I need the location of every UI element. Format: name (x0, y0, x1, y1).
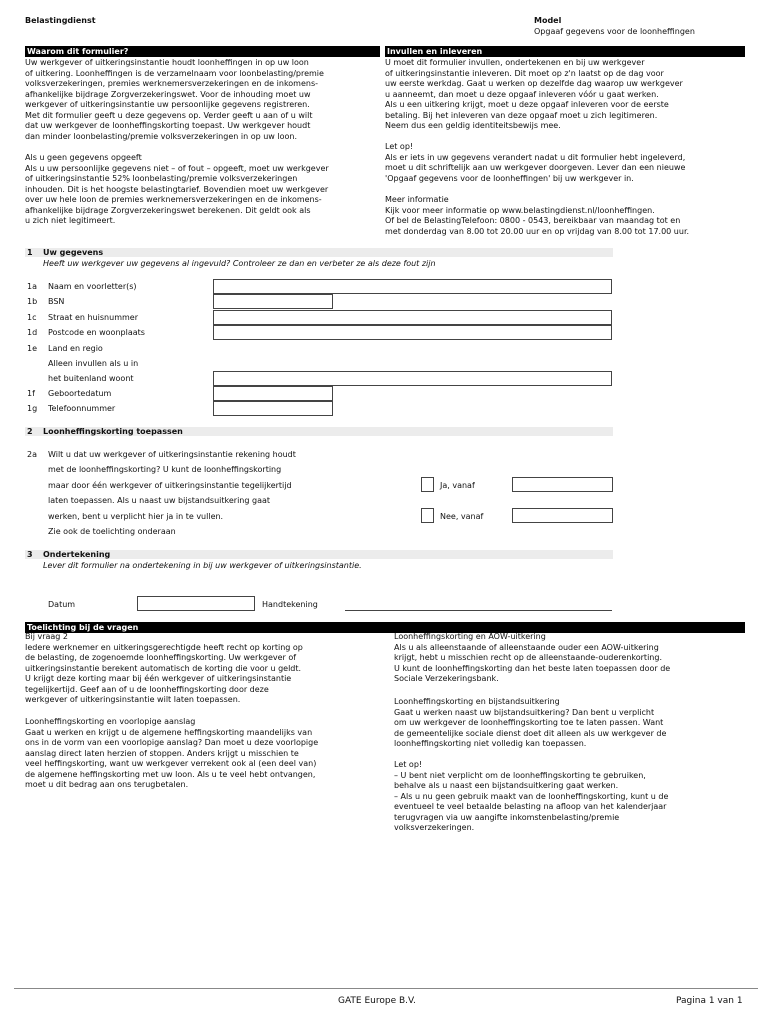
footer-company: GATE Europe B.V. (338, 996, 416, 1006)
why-heading: Waarom dit formulier? (25, 46, 380, 57)
submit-text: U moet dit formulier invullen, ondertekenen en bij uw werkgever of uitkeringsinstantie inleveren. Dit moet op z'n laatst op de dag voor uw eerste werkdag. Gaat u werken op dezelfde dag waarop uw werkgever u aanneemt, dan moet u deze opgaaf inleveren vóór u gaat werken. Als u een uitkering krijgt, moet u deze opgaaf inleveren voor de eerste betaling. Bij het inleveren van deze opgaaf moet u zich legitimeren. Neem dus een geldig identiteitsbewijs mee. (385, 58, 683, 130)
section3-subtitle: Lever dit formulier na ondertekening in bij uw werkgever of uitkeringsinstantie. (43, 561, 362, 570)
explanation-welfare: Loonheffingskorting en bijstandsuitkering Gaat u werken naast uw bijstandsuitkering? Dan bent u verplicht om uw werkgever de loonheffingskorting toe te laten passen. Want de gemeentelijke sociale dienst doet dit alleen als uw werkgever de loonheffingskorting niet volledig kan toepassen. (394, 697, 667, 748)
row-code: 1f (27, 389, 35, 398)
row-code: 1b (27, 297, 38, 306)
row-label-name: Naam en voorletter(s) (48, 282, 137, 291)
section3-bar (25, 550, 613, 559)
no-data-text: Als u geen gegevens opgeeft Als u uw persoonlijke gegevens niet – of fout – opgeeft, moet uw werkgever of uitkeringsinstantie 52% loonbelasting/premie volksverzekeringen inhouden. Dit is het hoogste belastingtarief. Bovendien moet uw werkgever over uw hele loon de premies werknemersverzekeringen en de inkomens- afhankelijke bijdrage Zorgverzekeringswet berekenen. Dit geldt ook als u zich niet legitimeert. (25, 153, 329, 225)
row-label-bsn: BSN (48, 297, 65, 306)
phone-input[interactable] (213, 401, 333, 416)
explanation-question2: Bij vraag 2 Iedere werknemer en uitkeringsgerechtigde heeft recht op korting op de belasting, de zogenoemde loonheffingskorting. Uw werkgever of uitkeringsinstantie berekent automatisch de korting die voor u geldt. U krijgt deze korting maar bij één werkgever of uitkeringsinstantie tegelijkertijd. Geef aan of u de loonheffingskorting door deze werkgever of uitkeringsinstantie wilt laten toepassen. (25, 632, 303, 704)
question-line: Zie ook de toelichting onderaan (48, 527, 176, 536)
yes-checkbox[interactable] (421, 477, 434, 492)
row-label-birthdate: Geboortedatum (48, 389, 112, 398)
footer-divider (14, 988, 758, 989)
postcode-input[interactable] (213, 325, 612, 340)
question-code: 2a (27, 450, 37, 459)
question-line: Wilt u dat uw werkgever of uitkeringsinstantie rekening houdt (48, 450, 296, 459)
row-label-country: Land en regio (48, 344, 103, 353)
explanation-aow: Loonheffingskorting en AOW-uitkering Als u als alleenstaande of alleenstaande ouder een AOW-uitkering krijgt, hebt u misschien recht op de alleenstaande-ouderenkorting. U kunt de loonheffingskorting dan het beste laten toepassen door de Sociale Verzekeringsbank. (394, 632, 671, 683)
bsn-input[interactable] (213, 294, 333, 309)
no-date-input[interactable] (512, 508, 613, 523)
signature-label: Handtekening (262, 600, 318, 609)
yes-label: Ja, vanaf (440, 481, 475, 490)
section1-bar (25, 248, 613, 257)
question-line: laten toepassen. Als u naast uw bijstandsuitkering gaat (48, 496, 271, 505)
section2-number: 2 (27, 427, 33, 436)
yes-date-input[interactable] (512, 477, 613, 492)
section1-number: 1 (27, 248, 33, 257)
birthdate-input[interactable] (213, 386, 333, 401)
row-code: 1a (27, 282, 37, 291)
section3-number: 3 (27, 550, 33, 559)
date-label: Datum (48, 600, 76, 609)
attention-text: Let op! Als er iets in uw gegevens verandert nadat u dit formulier hebt ingeleverd, moet u dit schriftelijk aan uw werkgever doorgeven. Lever dan een nieuwe 'Opgaaf gegevens voor de loonheffingen' bij uw werkgever in. (385, 142, 686, 183)
model-title: Opgaaf gegevens voor de loonheffingen (534, 27, 695, 36)
section1-subtitle: Heeft uw werkgever uw gegevens al ingevuld? Controleer ze dan en verbeter ze als deze fout zijn (43, 259, 436, 268)
org-name: Belastingdienst (25, 16, 96, 25)
date-input[interactable] (137, 596, 255, 611)
row-label-street: Straat en huisnummer (48, 313, 138, 322)
street-input[interactable] (213, 310, 612, 325)
explanation-attention: Let op! – U bent niet verplicht om de loonheffingskorting te gebruiken, behalve als u naast een bijstandsuitkering gaat werken. – Als u nu geen gebruik maakt van de loonheffingskorting, kunt u de eventueel te veel betaalde belasting na afloop van het kalenderjaar terugvragen via uw aangifte inkomstenbelasting/premie volksverzekeringen. (394, 760, 669, 832)
row-label-country-note1: Alleen invullen als u in (48, 359, 139, 368)
no-label: Nee, vanaf (440, 512, 484, 521)
no-checkbox[interactable] (421, 508, 434, 523)
row-code: 1e (27, 344, 38, 353)
row-label-country-note2: het buitenland woont (48, 374, 134, 383)
row-label-postcode: Postcode en woonplaats (48, 328, 145, 337)
name-input[interactable] (213, 279, 612, 294)
more-info-text: Meer informatie Kijk voor meer informatie op www.belastingdienst.nl/loonheffingen. Of bel de BelastingTelefoon: 0800 - 0543, bereikbaar van maandag tot en met donderdag van 8.00 tot 20.00 uur en op vrijdag van 8.00 tot 17.00 uur. (385, 195, 690, 236)
explanation-provisional: Loonheffingskorting en voorlopige aanslag Gaat u werken en krijgt u de algemene heffingskorting maandelijks van ons in de vorm van een voorlopige aanslag? Dan moet u deze voorlopige aanslag direct laten herzien of stoppen. Anders krijgt u misschien te veel heffingskorting, want uw werkgever verrekent ook al (een deel van) de algemene heffingskorting met uw loon. Als u te veel hebt ontvangen, moet u dit bedrag aan ons terugbetalen. (25, 717, 319, 789)
section3-title: Ondertekening (43, 550, 111, 559)
country-input[interactable] (213, 371, 612, 386)
submit-heading: Invullen en inleveren (385, 46, 745, 57)
question-line: met de loonheffingskorting? U kunt de loonheffingskorting (48, 465, 282, 474)
row-code: 1c (27, 313, 37, 322)
section2-title: Loonheffingskorting toepassen (43, 427, 183, 436)
row-code: 1d (27, 328, 38, 337)
explanation-heading: Toelichting bij de vragen (25, 622, 745, 633)
question-line: maar door één werkgever of uitkeringsinstantie tegelijkertijd (48, 481, 292, 490)
model-label: Model (534, 16, 562, 25)
question-line: werken, bent u verplicht hier ja in te vullen. (48, 512, 224, 521)
why-text: Uw werkgever of uitkeringsinstantie houdt loonheffingen in op uw loon of uitkering. Loonheffingen is de verzamelnaam voor loonbelasting/premie volksverzekeringen, premies werknemersverzekeringen en de inkomens- afhankelijke bijdrage Zorgverzekeringswet. Voor de inhouding moet uw werkgever of uitkeringsinstantie uw persoonlijke gegevens registreren. Met dit formulier geeft u deze gegevens op. Verder geeft u aan of u wilt dat uw werkgever de loonheffingskorting toepast. Uw werkgever houdt dan minder loonbelasting/premie volksverzekeringen in op uw loon. (25, 58, 324, 141)
section1-title: Uw gegevens (43, 248, 104, 257)
row-label-phone: Telefoonnummer (48, 404, 116, 413)
row-code: 1g (27, 404, 38, 413)
signature-line[interactable] (345, 600, 612, 611)
footer-page: Pagina 1 van 1 (676, 996, 743, 1006)
